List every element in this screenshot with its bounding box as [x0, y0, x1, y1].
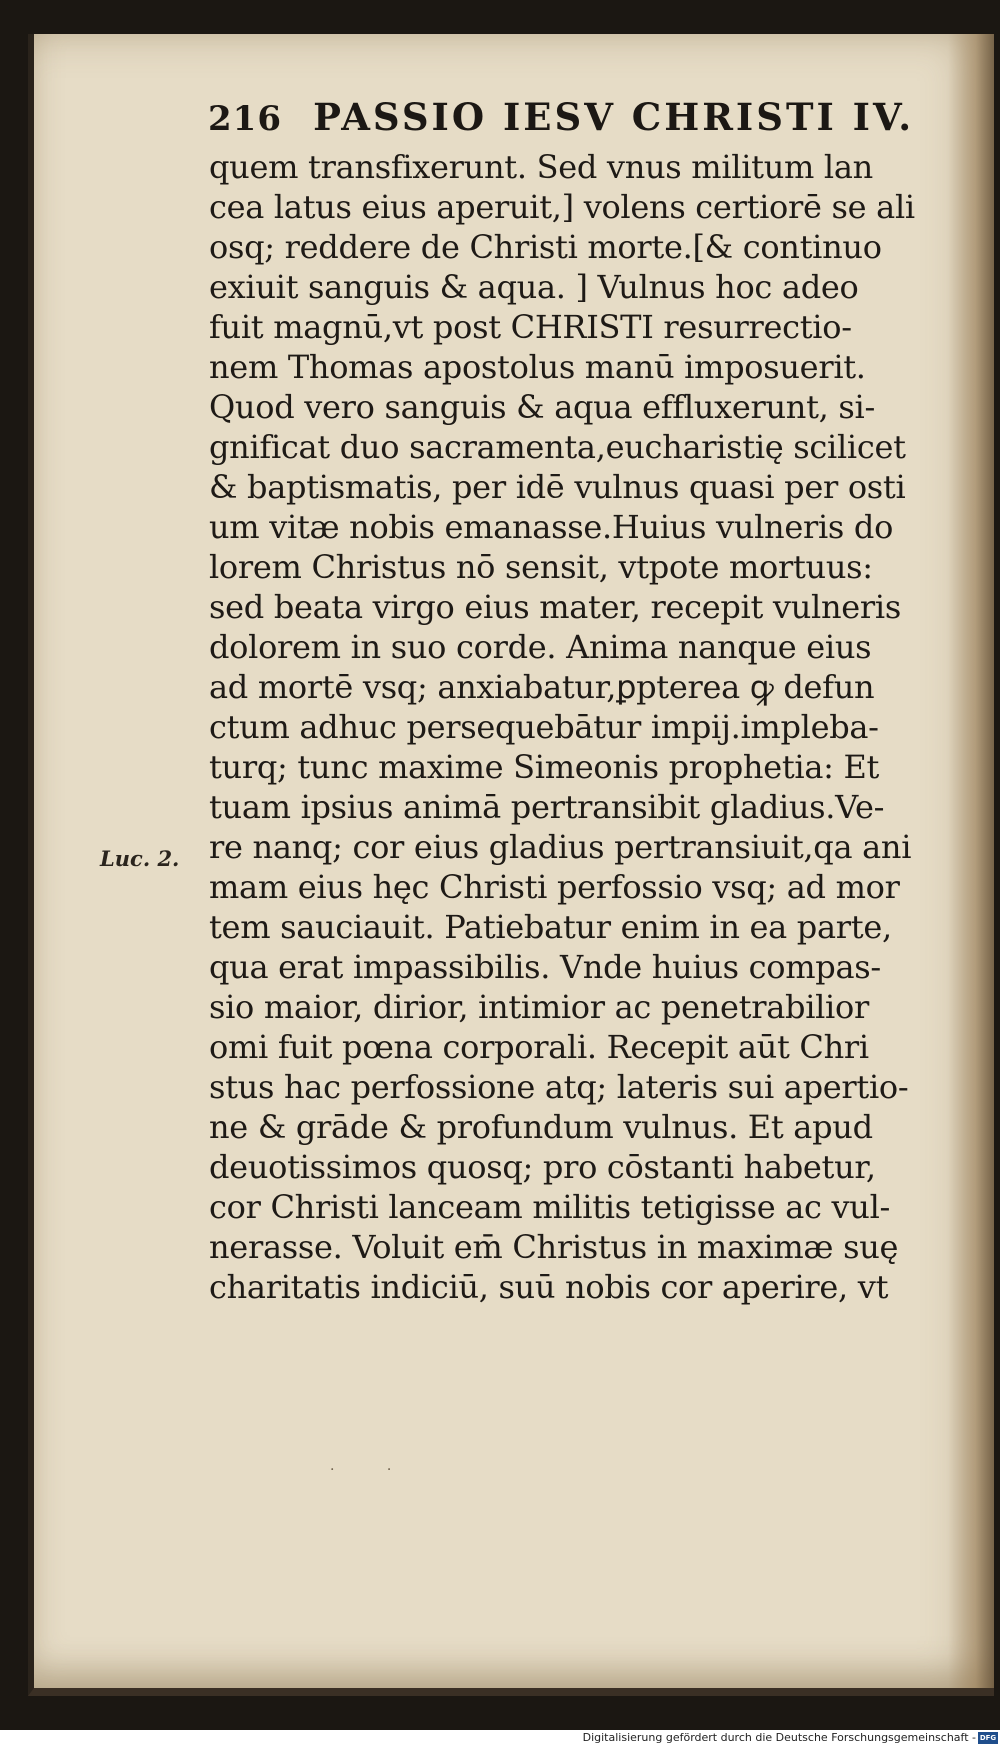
ink-specks: · ·: [330, 1462, 416, 1478]
running-head: PASSIO IESV CHRISTI IV.: [313, 95, 915, 139]
text-line: sed beata virgo eius mater, recepit vulneris: [209, 588, 901, 626]
text-line: Quod vero sanguis & aqua effluxerunt, si-: [209, 388, 875, 426]
text-line: tuam ipsius animā pertransibit gladius.Ve-: [209, 788, 885, 826]
text-line: turq; tunc maxime Simeonis prophetia: Et: [209, 748, 880, 786]
footer-bar: [0, 1730, 1000, 1747]
text-line: tem sauciauit. Patiebatur enim in ea parte,: [209, 908, 892, 946]
text-line: ne & grāde & profundum vulnus. Et apud: [209, 1108, 873, 1146]
text-line: sio maior, dirior, intimior ac penetrabilior: [209, 988, 869, 1026]
text-line: gnificat duo sacramenta,eucharistię scilicet: [209, 428, 906, 466]
body-text: [209, 147, 944, 1307]
text-line: cea latus eius aperuit,] volens certiorē se ali: [209, 188, 915, 226]
text-line: ctum adhuc persequebātur impij.impleba-: [209, 708, 879, 746]
text-line: deuotissimos quosq; pro cōstanti habetur,: [209, 1148, 876, 1186]
text-line: charitatis indiciū, suū nobis cor aperire, vt: [209, 1268, 889, 1306]
text-line: nem Thomas apostolus manū imposuerit.: [209, 348, 866, 386]
text-line: dolorem in suo corde. Anima nanque eius: [209, 628, 872, 666]
page-number: 216: [208, 99, 282, 139]
text-line: um vitæ nobis emanasse.Huius vulneris do: [209, 508, 894, 546]
text-line: stus hac perfossione atq; lateris sui apertio-: [209, 1068, 909, 1106]
text-line: ad mortē vsq; anxiabatur,ꝑpterea ꝙ defun: [209, 668, 875, 706]
text-line: qua erat impassibilis. Vnde huius compas-: [209, 948, 881, 986]
page-header: [208, 95, 914, 145]
text-line: cor Christi lanceam militis tetigisse ac vul-: [209, 1188, 891, 1226]
text-line: osq; reddere de Christi morte.[& continuo: [209, 228, 882, 266]
text-line: re nanq; cor eius gladius pertransiuit,qa ani: [209, 828, 912, 866]
text-line: lorem Christus nō sensit, vtpote mortuus:: [209, 548, 873, 586]
marginal-note: Luc. 2.: [100, 846, 180, 871]
text-line: exiuit sanguis & aqua. ] Vulnus hoc adeo: [209, 268, 859, 306]
text-line: & baptismatis, per idē vulnus quasi per osti: [209, 468, 906, 506]
funding-credit: Digitalisierung gefördert durch die Deutsche Forschungsgemeinschaft -: [582, 1731, 976, 1744]
text-line: quem transfixerunt. Sed vnus militum lan: [209, 148, 873, 186]
text-line: mam eius hęc Christi perfossio vsq; ad mor: [209, 868, 900, 906]
dfg-logo-icon: DFG: [979, 1734, 997, 1742]
text-line: omi fuit pœna corporali. Recepit aūt Chri: [209, 1028, 869, 1066]
text-line: fuit magnū,vt post CHRISTI resurrectio-: [209, 308, 852, 346]
page-edge-shadow: [948, 34, 994, 1688]
text-line: nerasse. Voluit em̄ Christus in maximæ suę: [209, 1228, 899, 1266]
